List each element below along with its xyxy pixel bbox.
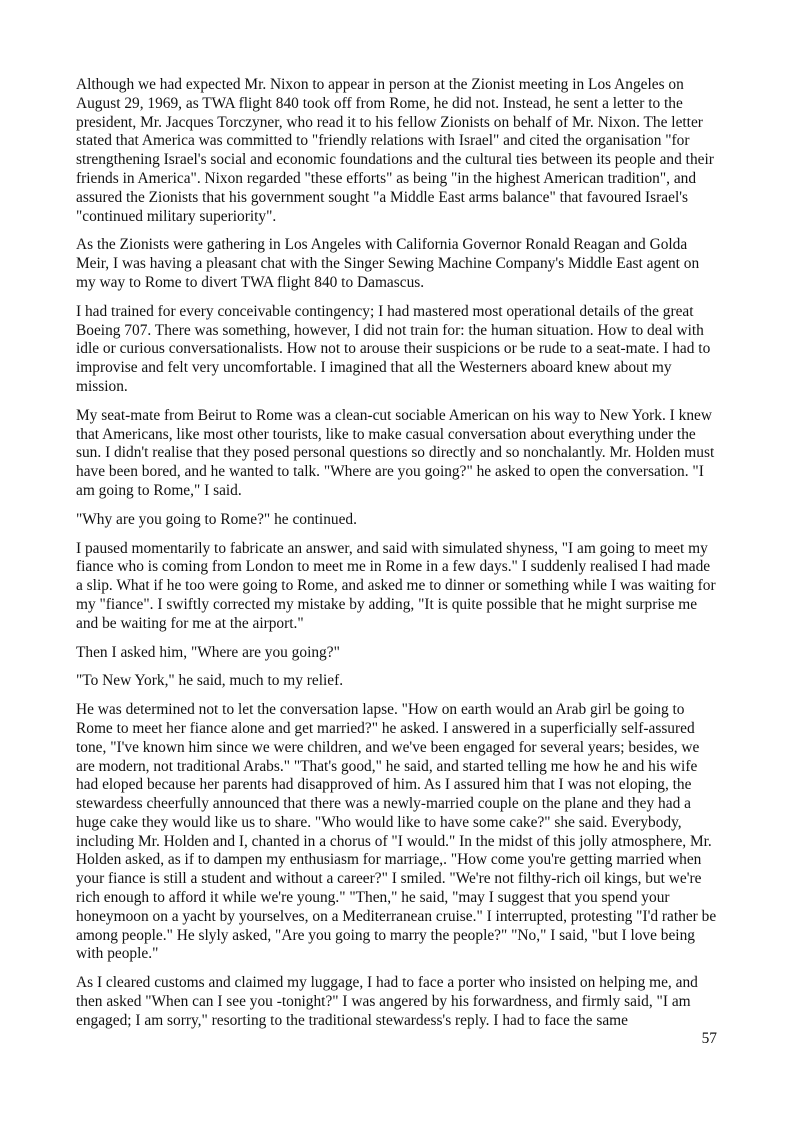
paragraph: I had trained for every conceivable contingency; I had mastered most operational details of the great Boeing 707. There was something, however, I did not train for: the human situation. How to deal with idle or curious conversationalists. How not to arouse their suspicions or be rude to a seat-mate. I had to improvise and felt very uncomfortable. I imagined that all the Westerners aboard knew about my mission.	[76, 302, 711, 395]
paragraph: "Why are you going to Rome?" he continued.	[76, 510, 357, 528]
page-body	[76, 76, 720, 1041]
paragraph: As the Zionists were gathering in Los Angeles with California Governor Ronald Reagan and Golda Meir, I was having a pleasant chat with the Singer Sewing Machine Company's Middle East agent on my way to Rome to divert TWA flight 840 to Damascus.	[76, 236, 700, 291]
paragraph: As I cleared customs and claimed my luggage, I had to face a porter who insisted on helping me, and then asked "When can I see you -tonight?" I was angered by his forwardness, and firmly said, "I am engaged; I am sorry," resorting to the traditional stewardess's reply. I had to face the same	[76, 974, 698, 1029]
paragraph: Then I asked him, "Where are you going?"	[76, 643, 340, 661]
paragraph: He was determined not to let the conversation lapse. "How on earth would an Arab girl be going to Rome to meet her fiance alone and get married?" he asked. I answered in a superficially self-assured tone, "I've known him since we were children, and we've been engaged for several years; besides, we are modern, not traditional Arabs." "That's good," he said, and started telling me how he and his wife had eloped because her parents had disapproved of him. As I assured him that I was not eloping, the stewardess cheerfully announced that there was a newly-married couple on the plane and they had a huge cake they would like us to share. "Who would like to have some cake?" she said. Everybody, including Mr. Holden and I, chanted in a chorus of "I would." In the midst of this jolly atmosphere, Mr. Holden asked, as if to dampen my enthusiasm for marriage,. "How come you're getting married when your fiance is still a student and without a career?" I smiled. "We're not filthy-rich oil kings, but we're rich enough to afford it while we're young." "Then," he said, "may I suggest that you spend your honeymoon on a yacht by yourselves, on a Mediterranean cruise." I interrupted, protesting "I'd rather be among people." He slyly asked, "Are you going to marry the people?" "No," I said, "but I love being with people."	[76, 701, 717, 963]
paragraph: "To New York," he said, much to my relief.	[76, 672, 344, 690]
paragraph: My seat-mate from Beirut to Rome was a clean-cut sociable American on his way to New York. I knew that Americans, like most other tourists, like to make casual conversation about everything under the sun. I didn't realise that they posed personal questions so directly and so nonchalantly. Mr. Holden must have been bored, and he wanted to talk. "Where are you going?" he asked to open the conversation. "I am going to Rome," I said.	[76, 406, 715, 499]
paragraph: I paused momentarily to fabricate an answer, and said with simulated shyness, "I am going to meet my fiance who is coming from London to meet me in Rome in a few days." I suddenly realised I had made a slip. What if he too were going to Rome, and asked me to dinner or something while I was waiting for my "fiance". I swiftly corrected my mistake by adding, "It is quite possible that he might surprise me and be waiting for me at the airport."	[76, 539, 716, 632]
paragraph: Although we had expected Mr. Nixon to appear in person at the Zionist meeting in Los Angeles on August 29, 1969, as TWA flight 840 took off from Rome, he did not. Instead, he sent a letter to the president, Mr. Jacques Torczyner, who read it to his fellow Zionists on behalf of Mr. Nixon. The letter stated that America was committed to "friendly relations with Israel" and cited the organisation "for strengthening Israel's social and economic foundations and the cultural ties between its people and their friends in America". Nixon regarded "these efforts" as being "in the highest American tradition", and assured the Zionists that his government sought "a Middle East arms balance" that favoured Israel's "continued military superiority".	[76, 76, 714, 225]
page-number: 57	[701, 1030, 717, 1047]
